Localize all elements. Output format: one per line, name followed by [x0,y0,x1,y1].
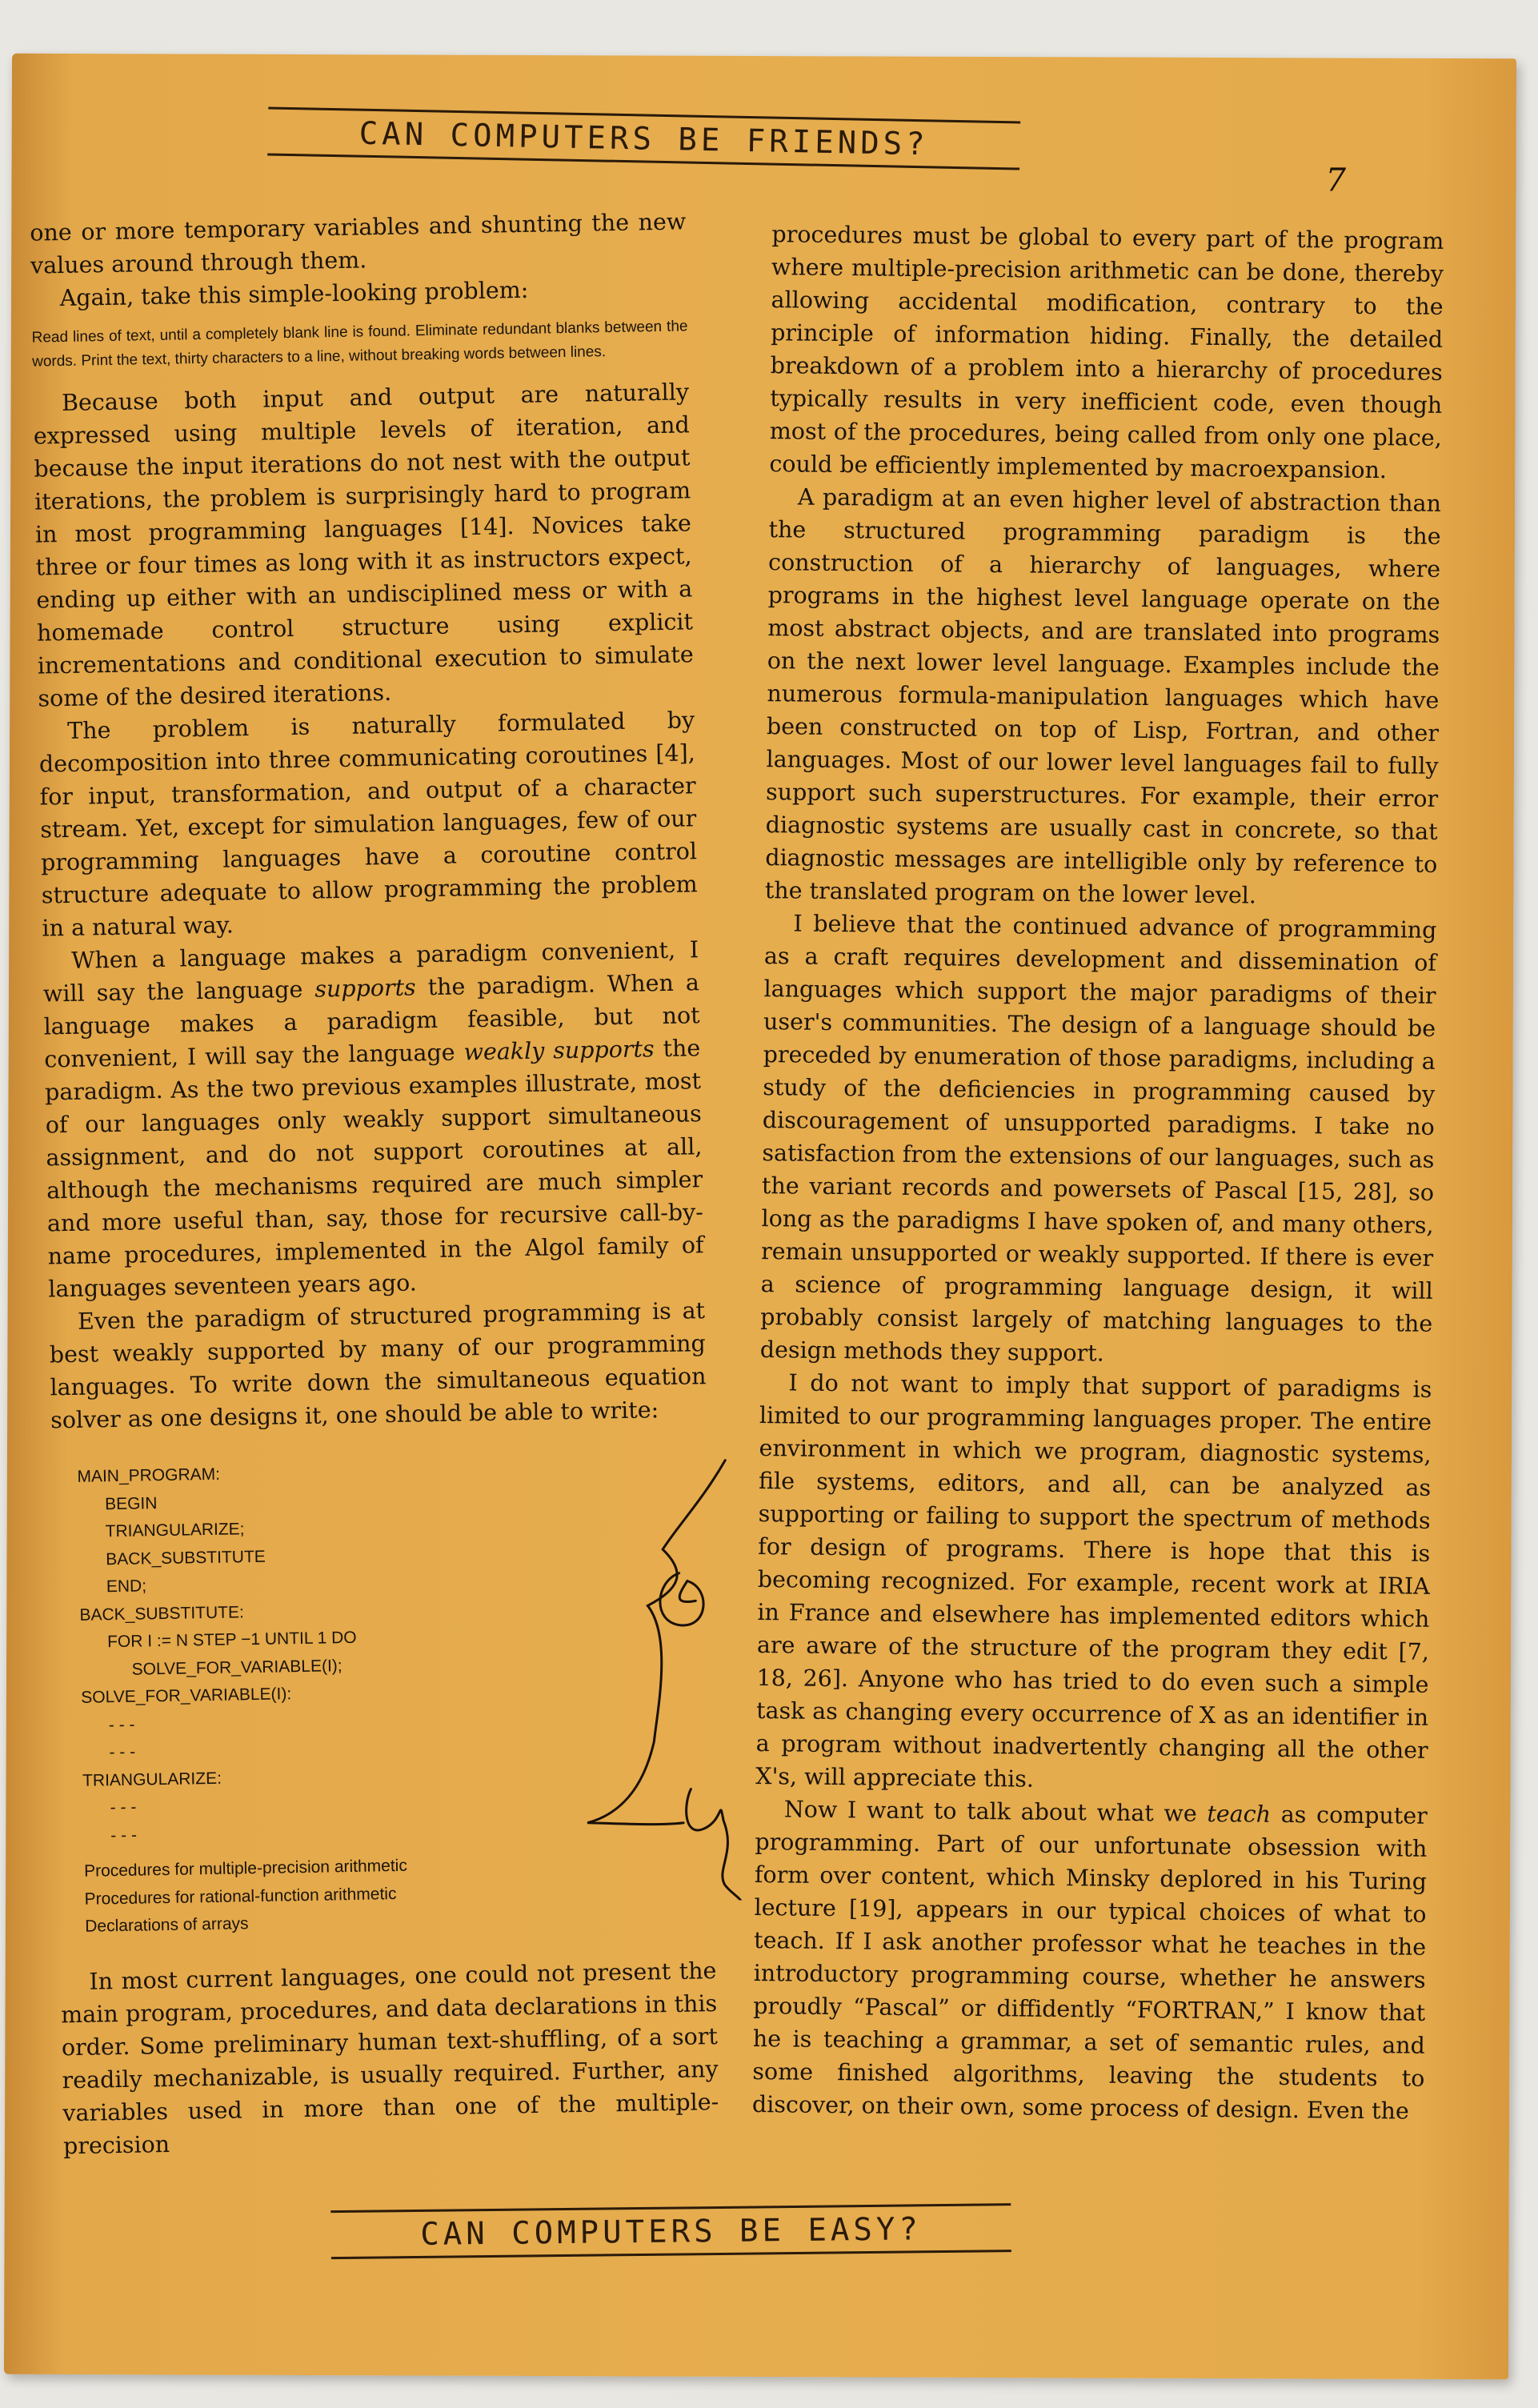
code-line: BEGIN [104,1493,158,1513]
magazine-page [4,54,1516,2380]
code-line: - - - [110,1797,137,1817]
emphasis: teach [1207,1800,1272,1828]
paragraph [42,933,705,1305]
code-line: Procedures for multiple-precision arithmetic [83,1856,408,1881]
code-line: MAIN_PROGRAM: [77,1464,221,1486]
paragraph: Even the paradigm of structured programming is at best weakly supported by many of our programming languages. To write down the simultaneous equation solver as one designs it, one should be able to write: [49,1297,707,1434]
paragraph: I believe that the continued advance of programming as a craft requires development and dissemination of languages which support the major paradigms of their user's communities. The design of a language should be preceded by enumeration of those paradigms, including a study of the deficiencies in programming caused by discouragement of unsupported paradigms. I take no satisfaction from the extensions of our languages, such as the variant records and powersets of Pascal [15, 28], so long as the paradigms I have spoken of, and many others, remain unsupported or weakly supported. If there is ever a science of programming language design, it will probably consist largely of matching languages to the design methods they support. [759,910,1437,1367]
code-line: SOLVE_FOR_VARIABLE(I): [81,1685,292,1707]
code-line: Procedures for rational-function arithmetic [84,1884,397,1909]
text-run: When a language makes a paradigm convenient, I will say the language [42,936,699,1008]
text-run: the paradigm. When a language makes a paradigm feasible, but not convenient, I will say the language [43,969,700,1073]
paragraph: The problem is naturally formulated by decomposition into three communicating coroutines [4], for input, transformation, and output of a character stream. Yet, except for simulation languages, few of our programming languages have a coroutine control structure adequate to allow programming the problem in a natural way. [38,707,698,942]
code-line: - - - [110,1825,138,1845]
emphasis: weakly supports [463,1036,655,1066]
code-line: END; [106,1577,147,1597]
code-line: BACK_SUBSTITUTE [106,1547,266,1569]
paragraph: I do not want to imply that support of paradigms is limited to our programming languages proper. The entire environment in which we program, diagnostic systems, file systems, editors, and all, can be analyzed as supporting or failing to support the spectrum of methods for design of programs. There is hope that this is becoming recognized. For example, recent work at IRIA in France and elsewhere has implemented editors which are aware of the structure of the program they edit [7, 18, 26]. Anyone who has tried to do even such a simple task as changing every occurrence of X as an identifier in a program without inadvertently changing all the other X's, will appreciate this. [755,1369,1432,1793]
code-line: SOLVE_FOR_VARIABLE(I); [131,1656,342,1679]
code-line: Declarations of arrays [85,1914,249,1936]
paragraph: Again, take this simple-looking problem: [59,276,529,312]
left-column [30,205,719,2162]
paragraph [752,1793,1428,2128]
paragraph: Because both input and output are naturally expressed using multiple levels of iteration, and because the input iterations do not nest with the output iterations, the problem is surprisingly hard to program in most programming languages [14]. Novices take three or four times as long with it as instructors expect, ending up either with an undisciplined mess or with a homemade control structure using explicit incrementations and conditional execution to simulate some of the desired iterations. [33,379,694,712]
code-line: FOR I := N STEP −1 UNTIL 1 DO [106,1628,357,1652]
code-line: - - - [108,1715,135,1734]
code-line: TRIANGULARIZE: [82,1769,222,1790]
text-run: the paradigm. As the two previous examples illustrate, most of our languages only weakly support simultaneous assignment, and do not support coroutines at all, although the mechanisms required are much simpler and more useful than, say, those for recursive call-by-name procedures, implemented in the Algol family of languages seventeen years ago. [44,1035,704,1303]
header-banner: CAN COMPUTERS BE FRIENDS? [267,106,1020,170]
code-listing [77,1452,715,1941]
code-line: TRIANGULARIZE; [105,1520,245,1541]
paragraph: In most current languages, one could not present the main program, procedures, and data declarations in this order. Some preliminary human text-shuffling, of a sort readily mechanizable, is usually required. Further, any variables used in more than one of the multiple-precision [60,1957,719,2159]
page-number: 7 [1325,162,1347,199]
handwritten-annotation [557,1452,773,1903]
footer-banner: CAN COMPUTERS BE EASY? [330,2203,1011,2259]
paragraph: one or more temporary variables and shunting the new values around through them. [30,208,687,279]
emphasis: supports [314,974,416,1003]
paragraph: procedures must be global to every part of the program where multiple-precision arithmetic can be done, thereby allowing accidental modification, contrary to the principle of information hiding. Finally, the detailed breakdown of a problem into a hierarchy of procedures typically results in very inefficient code, even though most of the procedures, being called from only one place, could be efficiently implemented by macroexpansion. [769,221,1444,484]
paragraph: A paradigm at an even higher level of abstraction than the structured programming paradigm is the construction of a hierarchy of languages, where programs in the highest level language operate on the most abstract objects, and are translated into programs on the next lower level language. Examples include the numerous formula-manipulation languages which have been constructed on top of Lisp, Fortran, and other languages. Most of our lower level languages fail to fully support such superstructures. For example, their error diagnostic systems are usually cast in concrete, so that diagnostic messages are intelligible only by reference to the translated program on the lower level. [764,483,1442,909]
problem-statement: Read lines of text, until a completely blank line is found. Eliminate redundant blanks between the words. Print the text, thirty characters to a line, without breaking words between lines. [31,318,688,371]
text-run: Now I want to talk about what we [783,1796,1208,1827]
code-line: BACK_SUBSTITUTE: [79,1602,245,1625]
text-run: as computer programming. Part of our unfortunate obsession with form over content, which Minsky deplored in his Turing lecture [19], appears in our typical choices of what to teach. If I ask another professor what he teaches in the introductory programming course, whether he answers proudly “Pascal” or diffidently “FORTRAN,” I know that he is teaching a grammar, a set of semantic rules, and some finished algorithms, leaving the students to discover, on their own, some process of design. Even the [751,1801,1428,2125]
right-column [752,218,1444,2128]
code-line: - - - [109,1742,136,1762]
